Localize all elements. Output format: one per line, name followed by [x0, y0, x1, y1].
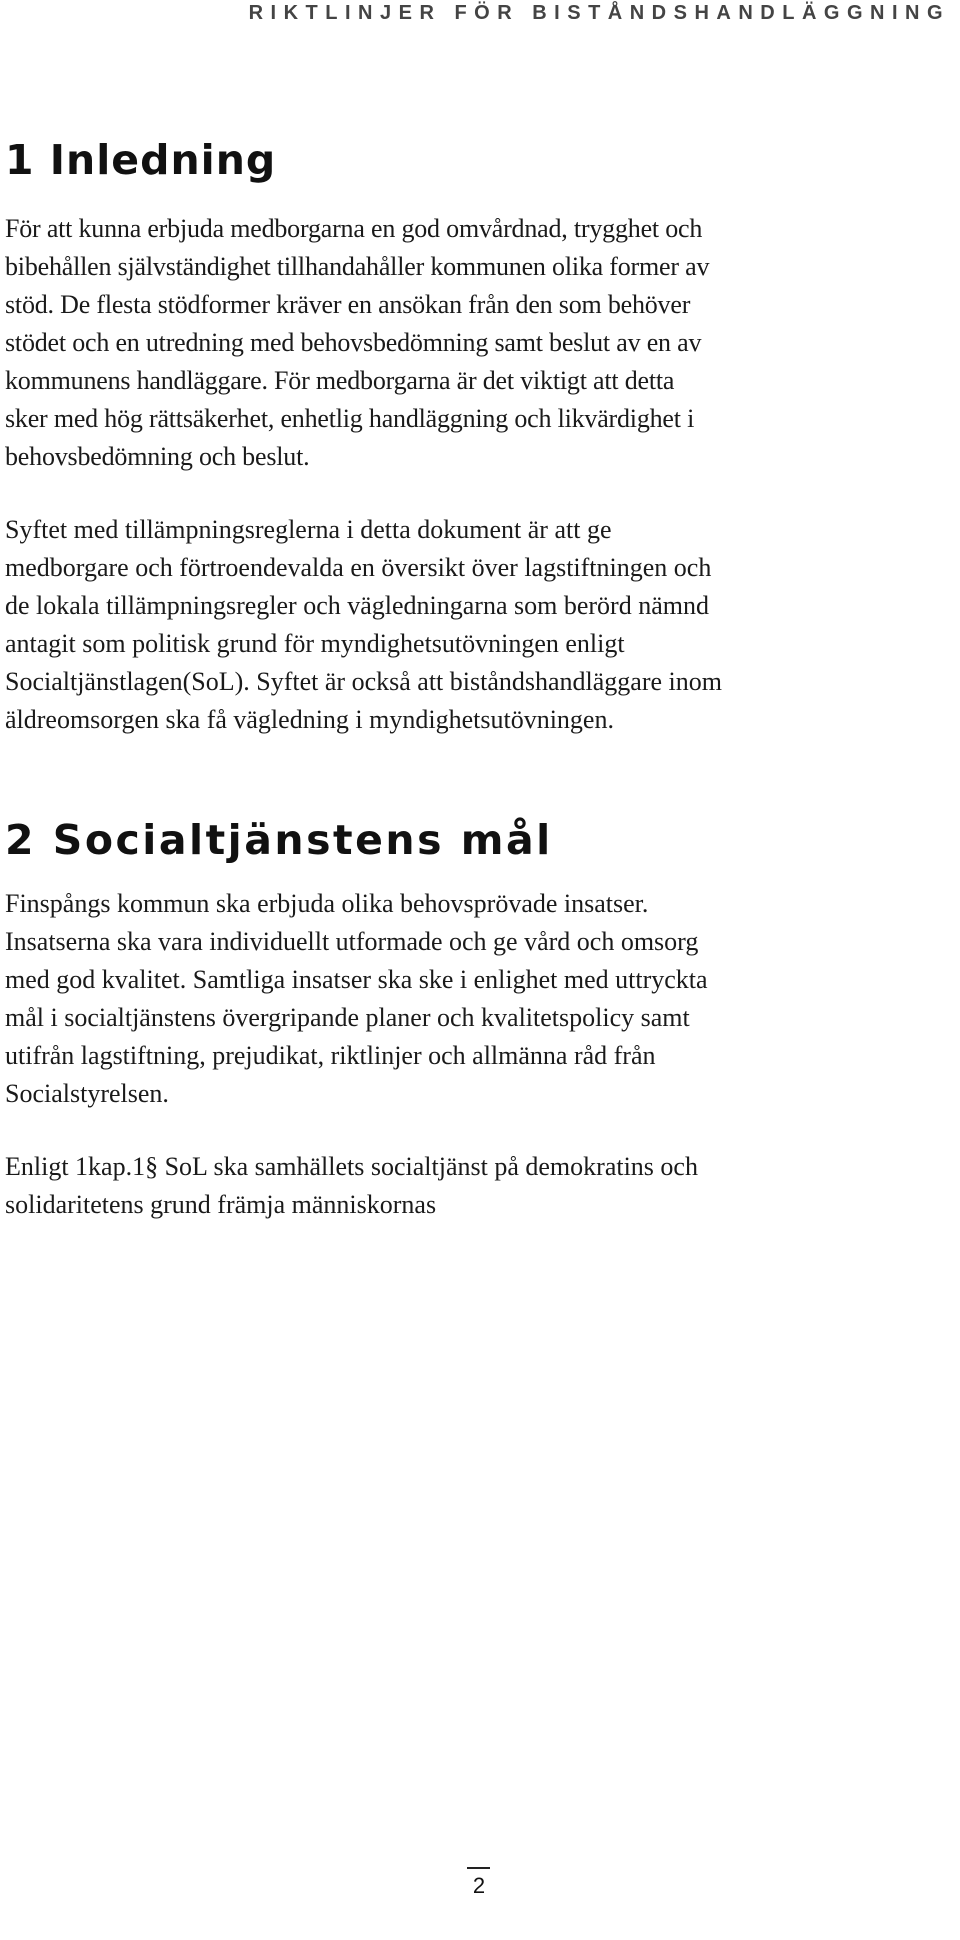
paragraph-mal-1	[5, 885, 955, 1113]
page-number: 2	[472, 1873, 486, 1898]
text-line: med god kvalitet. Samtliga insatser ska ske i enlighet med uttryckta	[5, 965, 708, 994]
page-number-rule	[467, 1867, 490, 1869]
running-header: RIKTLINJER FÖR BISTÅNDSHANDLÄGGNING	[248, 2, 950, 24]
text-line: För att kunna erbjuda medborgarna en god omvårdnad, trygghet och	[5, 214, 703, 243]
text-line: stödet och en utredning med behovsbedömning samt beslut av en av	[5, 328, 702, 357]
paragraph-inledning-2	[5, 511, 955, 739]
text-line: bibehållen självständighet tillhandahåller kommunen olika former av	[5, 252, 710, 281]
text-line: Insatserna ska vara individuellt utformade och ge vård och omsorg	[5, 927, 699, 956]
text-line: utifrån lagstiftning, prejudikat, riktlinjer och allmänna råd från	[5, 1041, 656, 1070]
paragraph-inledning-1	[5, 210, 955, 476]
section-heading-socialtjanstens-mal: 2 Socialtjänstens mål	[5, 816, 553, 864]
section-heading-inledning: 1 Inledning	[5, 136, 277, 184]
text-line: stöd. De flesta stödformer kräver en ansökan från den som behöver	[5, 290, 691, 319]
text-line: sker med hög rättsäkerhet, enhetlig handläggning och likvärdighet i	[5, 404, 695, 433]
text-line: de lokala tillämpningsregler och vägledningarna som berörd nämnd	[5, 591, 709, 620]
text-line: Enligt 1kap.1§ SoL ska samhällets socialtjänst på demokratins och	[5, 1152, 698, 1181]
text-line: kommunens handläggare. För medborgarna är det viktigt att detta	[5, 366, 675, 395]
text-line: Socialtjänstlagen(SoL). Syftet är också att biståndshandläggare inom	[5, 667, 722, 696]
text-line: behovsbedömning och beslut.	[5, 442, 310, 471]
text-line: mål i socialtjänstens övergripande planer och kvalitetspolicy samt	[5, 1003, 690, 1032]
text-line: antagit som politisk grund för myndighetsutövningen enligt	[5, 629, 625, 658]
text-line: Syftet med tillämpningsreglerna i detta dokument är att ge	[5, 515, 612, 544]
paragraph-mal-2	[5, 1148, 955, 1224]
text-line: solidaritetens grund främja människornas	[5, 1190, 437, 1219]
text-line: Socialstyrelsen.	[5, 1079, 169, 1108]
text-line: äldreomsorgen ska få vägledning i myndighetsutövningen.	[5, 705, 614, 734]
text-line: medborgare och förtroendevalda en översikt över lagstiftningen och	[5, 553, 712, 582]
text-line: Finspångs kommun ska erbjuda olika behovsprövade insatser.	[5, 889, 649, 918]
